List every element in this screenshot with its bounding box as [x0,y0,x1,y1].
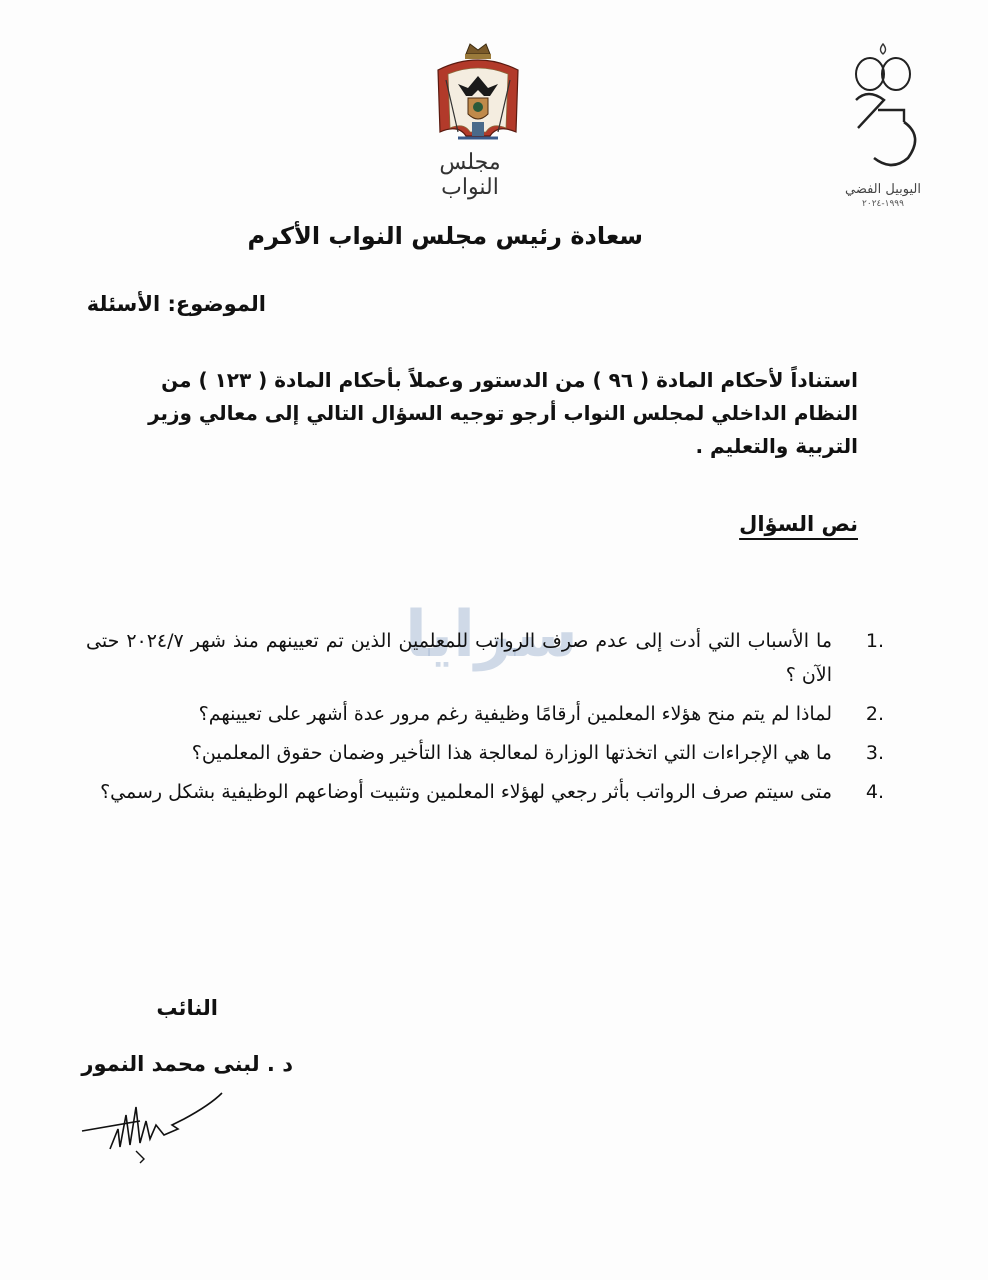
handwritten-signature-icon [80,1085,230,1165]
question-text: ما الأسباب التي أدت إلى عدم صرف الرواتب للمعلمين الذين تم تعيينهم منذ شهر ٢٠٢٤/٧ حتى الآن ؟ [86,630,833,686]
question-text: ما هي الإجراءات التي اتخذتها الوزارة لمعالجة هذا التأخير وضمان حقوق المعلمين؟ [191,742,832,764]
silver-jubilee-25-icon [838,40,928,210]
jordan-coat-of-arms-icon [428,40,528,150]
question-list [86,624,884,814]
signatory-title: النائب [156,996,218,1020]
question-text: لماذا لم يتم منح هؤلاء المعلمين أرقامًا وظيفية رغم مرور عدة أشهر على تعيينهم؟ [198,703,832,725]
question-item [86,736,884,770]
question-heading: نص السؤال [739,512,858,536]
question-text: متى سيتم صرف الرواتب بأثر رجعي لهؤلاء المعلمين وتثبيت أوضاعهم الوظيفية بشكل رسمي؟ [100,781,832,803]
question-number: 3. [865,742,884,764]
question-number: 4. [865,781,884,803]
question-number: 2. [865,703,884,725]
jubilee-years: ١٩٩٩-٢٠٢٤ [862,199,904,209]
question-number: 1. [865,630,884,652]
jubilee-label: اليوبيل الفضي [845,182,921,197]
council-logo-text: مجلس النواب [439,150,501,200]
question-item [86,775,884,809]
subject-line: الموضوع: الأسئلة [86,292,266,316]
question-item [86,624,884,692]
question-item [86,697,884,731]
intro-paragraph: استناداً لأحكام المادة ( ٩٦ ) من الدستور وعملاً بأحكام المادة ( ١٢٣ ) من النظام الداخلي لمجلس النواب أرجو توجيه السؤال التالي إلى معالي وزير التربية والتعليم . [148,368,858,458]
signatory-name: د . لبنى محمد النمور [81,1052,293,1076]
addressee: سعادة رئيس مجلس النواب الأكرم [247,222,643,250]
watermark: سرايا [405,598,578,672]
